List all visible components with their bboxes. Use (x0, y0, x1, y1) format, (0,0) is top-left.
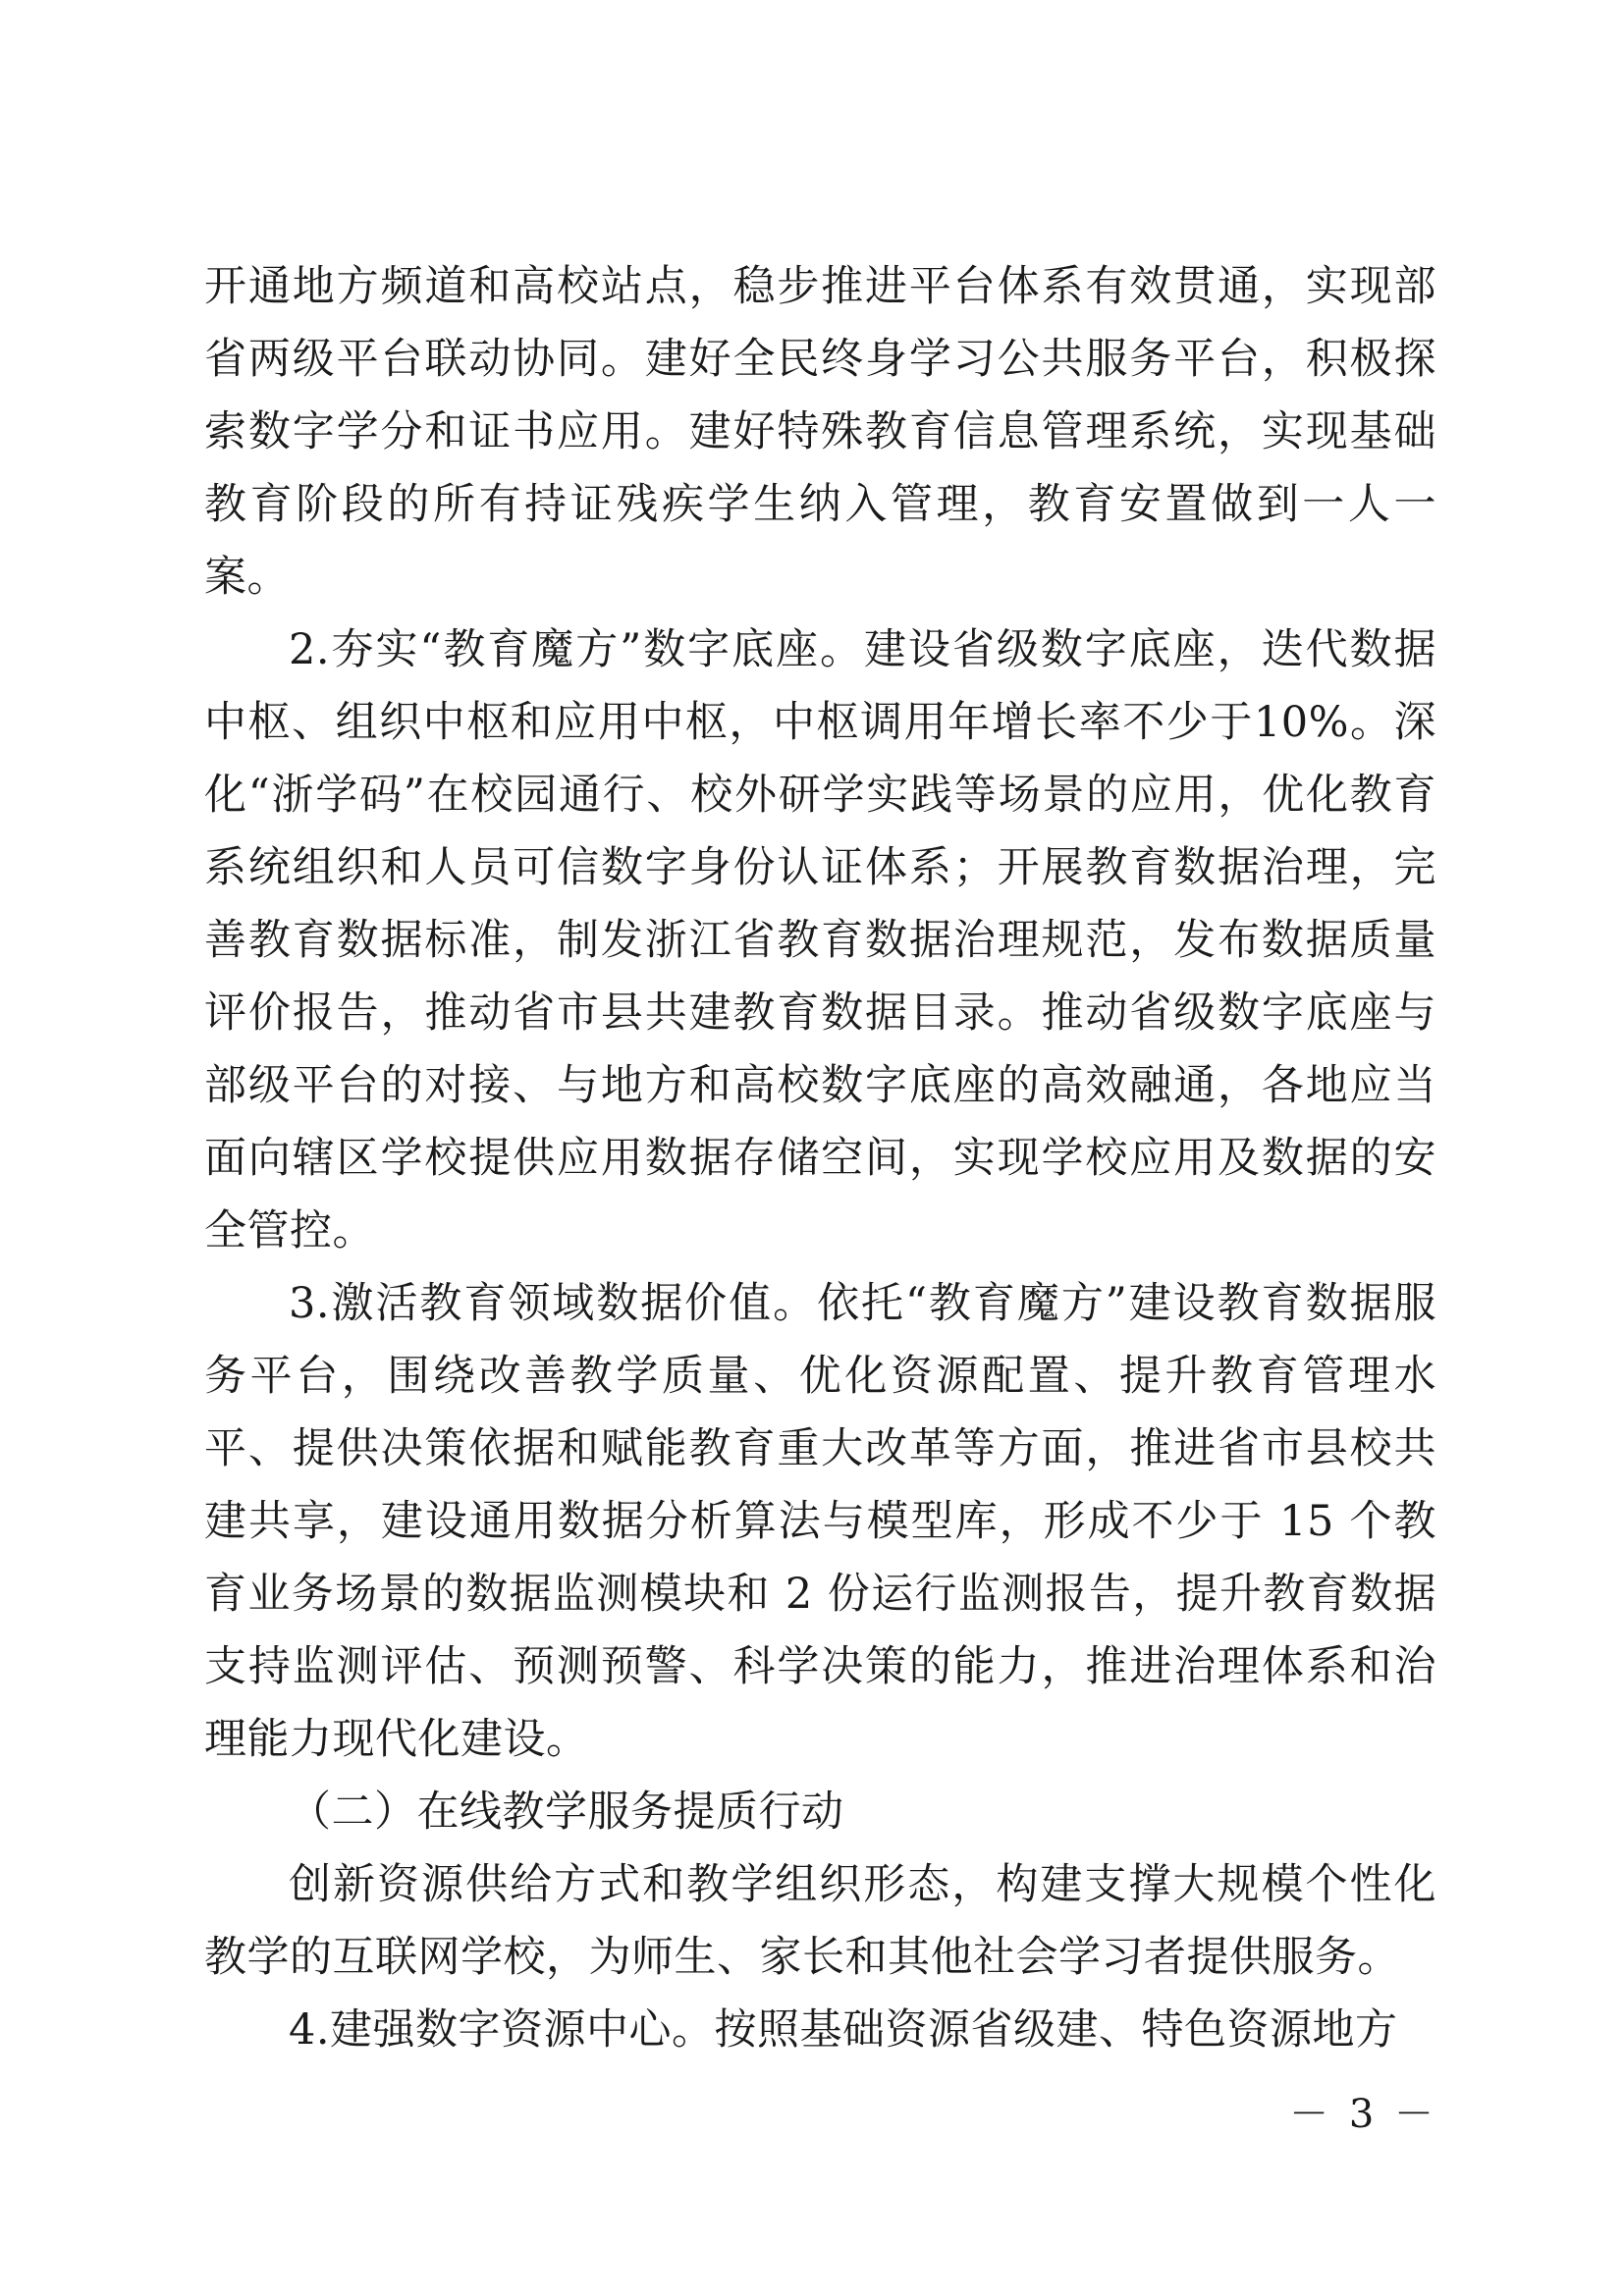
page-number: － 3 － (1289, 2092, 1437, 2137)
paragraph-4-section-heading: （二）在线教学服务提质行动 (289, 1788, 844, 1837)
paragraph-6: 4.建强数字资源中心。按照基础资源省级建、特色资源地方 (289, 2005, 1398, 2055)
paragraph-5: 创新资源供给方式和教学组织形态，构建支撑大规模个性化教学的互联网学校，为师生、家长和其他社会学习者提供服务。 (204, 1860, 1436, 1982)
paragraph-1: 开通地方频道和高校站点，稳步推进平台体系有效贯通，实现部省两级平台联动协同。建好全民终身学习公共服务平台，积极探索数字学分和证书应用。建好特殊教育信息管理系统，实现基础教育阶段的所有持证残疾学生纳入管理，教育安置做到一人一案。 (204, 262, 1436, 602)
paragraph-3: 3.激活教育领域数据价值。依托“教育魔方”建设教育数据服务平台，围绕改善教学质量、优化资源配置、提升教育管理水平、提供决策依据和赋能教育重大改革等方面，推进省市县校共建共享，建设通用数据分析算法与模型库，形成不少于 15 个教育业务场景的数据监测模块和 2 份运行监测报告，提升教育数据支持监测评估、预测预警、科学决策的能力，推进治理体系和治理能力现代化建设。 (204, 1279, 1436, 1764)
paragraph-2: 2.夯实“教育魔方”数字底座。建设省级数字底座，迭代数据中枢、组织中枢和应用中枢，中枢调用年增长率不少于10%。深化“浙学码”在校园通行、校外研学实践等场景的应用，优化教育系统组织和人员可信数字身份认证体系；开展教育数据治理，完善教育数据标准，制发浙江省教育数据治理规范，发布数据质量评价报告，推动省市县共建教育数据目录。推动省级数字底座与部级平台的对接、与地方和高校数字底座的高效融通，各地应当面向辖区学校提供应用数据存储空间，实现学校应用及数据的安全管控。 (204, 625, 1436, 1255)
document-body (204, 250, 1436, 2066)
